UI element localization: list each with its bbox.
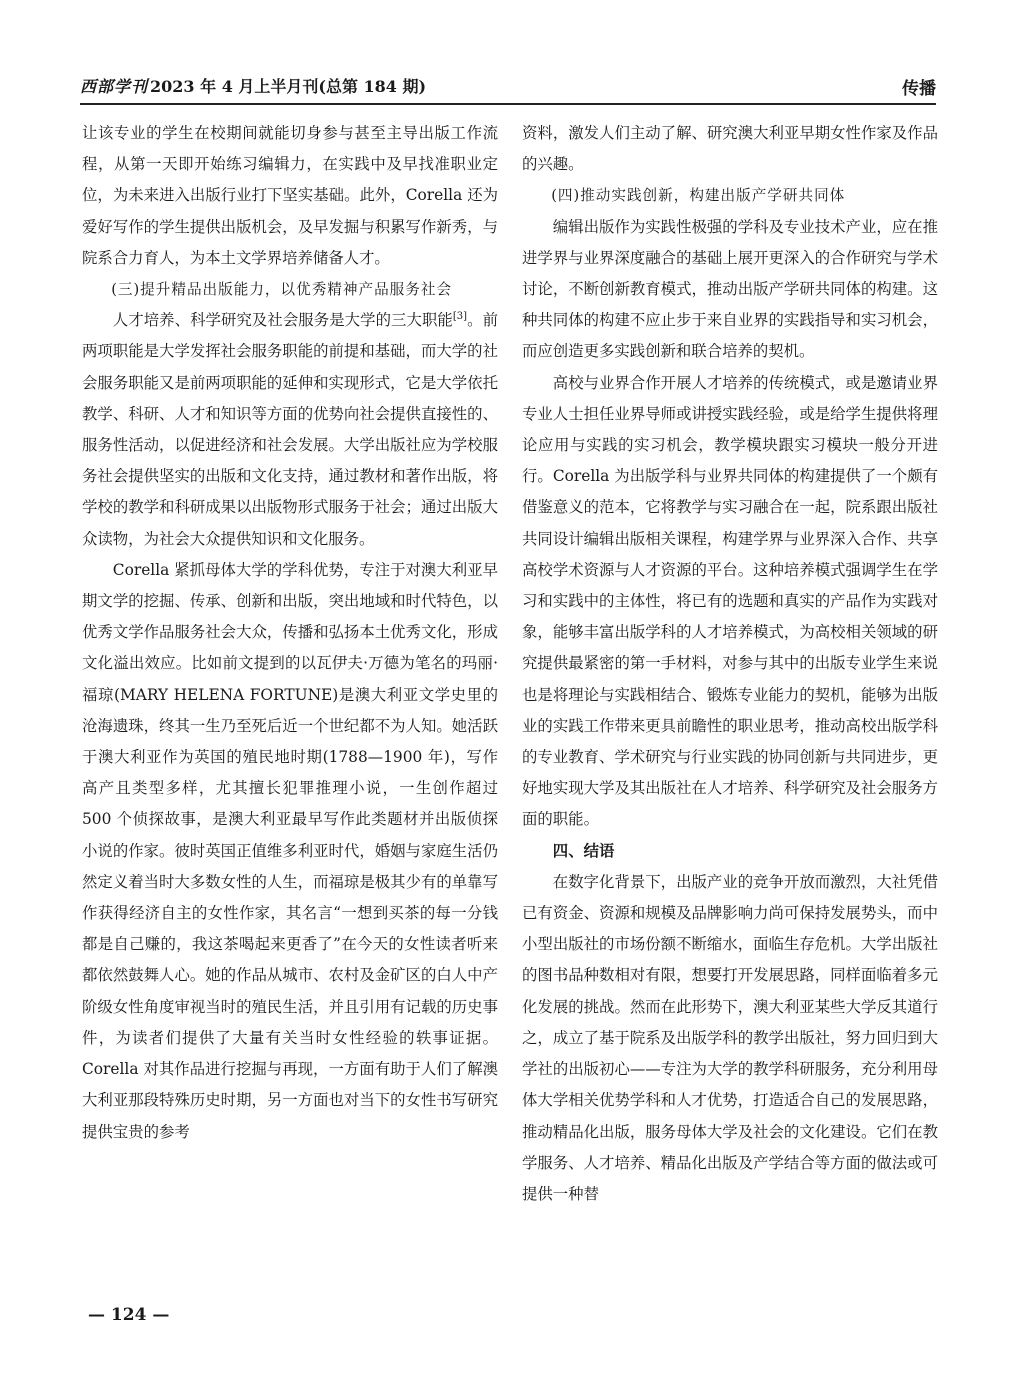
paragraph: 编辑出版作为实践性极强的学科及专业技术产业，应在推进学界与业界深度融合的基础上展开更深入的合作研究与学术讨论，不断创新教育模式，推动出版产学研共同体的构建。这种共同体的构建不应止步于来自业界的实践指导和实习机会，而应创造更多实践创新和联合培养的契机。 [522, 217, 938, 361]
paragraph-text: 人才培养、科学研究及社会服务是大学的三大职能 [112, 311, 453, 330]
page-number: — 124 — [88, 1305, 170, 1325]
issue-info: 2023 年 4 月上半月刊(总第 184 期) [150, 77, 427, 96]
paragraph: 在数字化背景下，出版产业的竞争开放而激烈，大社凭借已有资金、资源和规模及品牌影响力尚可保持发展势头，而中小型出版社的市场份额不断缩水，面临生存危机。大学出版社的图书品种数相对有限，想要打开发展思路，同样面临着多元化发展的挑战。然而在此形势下，澳大利亚某些大学反其道行之，成立了基于院系及出版学科的教学出版社，努力回归到大学社的出版初心——专注为大学的教学科研服务，充分利用母体大学相关优势学科和人才优势，打造适合自己的发展思路，推动精品化出版，服务母体大学及社会的文化建设。它们在教学服务、人才培养、精品化出版及产学结合等方面的做法或可提供一种替 [522, 872, 938, 1203]
left-column [82, 118, 498, 1148]
right-column [522, 118, 938, 1210]
journal-logo: 西部学刊 [80, 77, 149, 96]
page-header [80, 72, 936, 102]
paragraph: 让该专业的学生在校期间就能切身参与甚至主导出版工作流程，从第一天即开始练习编辑力，在实践中及早找准职业定位，为未来进入出版行业打下坚实基础。此外，Corella 还为爱好写作的学生提供出版机会，及早发掘与积累写作新秀，与院系合力育人，为本土文学界培养储备人才。 [82, 124, 498, 267]
paragraph-text: 。前两项职能是大学发挥社会服务职能的前提和基础，而大学的社会服务职能又是前两项职能的延伸和实现形式，它是大学依托教学、科研、人才和知识等方面的优势向社会提供直接性的、服务性活动，以促进经济和社会发展。大学出版社应为学校服务社会提供坚实的出版和文化支持，通过教材和著作出版，将学校的教学和科研成果以出版物形式服务于社会；通过出版大众读物，为社会大众提供知识和文化服务。 [82, 311, 498, 548]
paragraph: Corella 紧抓母体大学的学科优势，专注于对澳大利亚早期文学的挖掘、传承、创新和出版，突出地域和时代特色，以优秀文学作品服务社会大众，传播和弘扬本土优秀文化，形成文化溢出效应。比如前文提到的以瓦伊夫·万德为笔名的玛丽·福琼(MARY HELENA FORTUNE)是澳大利亚文学史里的沧海遗珠，终其一生乃至死后近一个世纪都不为人知。她活跃于澳大利亚作为英国的殖民地时期(1788—1900 年)，写作高产且类型多样，尤其擅长犯罪推理小说，一生创作超过 500 个侦探故事，是澳大利亚最早写作此类题材并出版侦探小说的作家。彼时英国正值维多利亚时代，婚姻与家庭生活仍然定义着当时大多数女性的人生，而福琼是极其少有的单靠写作获得经济自主的女性作家，其名言“一想到买茶的每一分钱都是自己赚的，我这茶喝起来更香了”在今天的女性读者听来都依然鼓舞人心。她的作品从城市、农村及金矿区的白人中产阶级女性角度审视当时的殖民生活，并且引用有记载的历史事件，为读者们提供了大量有关当时女性经验的轶事证据。Corella 对其作品进行挖掘与再现，一方面有助于人们了解澳大利亚那段特殊历史时期，另一方面也对当下的女性书写研究提供宝贵的参考 [82, 560, 498, 1141]
paragraph: 资料，激发人们主动了解、研究澳大利亚早期女性作家及作品的兴趣。 [522, 124, 938, 174]
citation-ref: [3] [452, 311, 468, 323]
section-heading: 四、结语 [552, 841, 615, 860]
header-rule [80, 103, 936, 105]
paragraph [82, 305, 498, 555]
subsection-heading: (三)提升精品出版能力，以优秀精神产品服务社会 [111, 281, 453, 299]
journal-issue-info [80, 74, 426, 97]
paragraph: 高校与业界合作开展人才培养的传统模式，或是邀请业界专业人士担任业界导师或讲授实践经验，或是给学生提供将理论应用与实践的实习机会，教学模块跟实习模块一般分开进行。Corella 为出版学科与业界共同体的构建提供了一个颇有借鉴意义的范本，它将教学与实习融合在一起，院系跟出版社共同设计编辑出版相关课程，构建学界与业界深入合作、共享高校学术资源与人才资源的平台。这种培养模式强调学生在学习和实践中的主体性，将已有的选题和真实的产品作为实践对象，能够丰富出版学科的人才培养模式，为高校相关领域的研究提供最紧密的第一手材料，对参与其中的出版专业学生来说也是将理论与实践相结合、锻炼专业能力的契机，能够为出版业的实践工作带来更具前瞻性的职业思考，推动高校出版学科的专业教育、学术研究与行业实践的协同创新与共同进步，更好地实现大学及其出版社在人才培养、科学研究及社会服务方面的职能。 [522, 373, 938, 829]
section-title: 传播 [902, 79, 936, 99]
subsection-heading: (四)推动实践创新，构建出版产学研共同体 [551, 187, 846, 205]
